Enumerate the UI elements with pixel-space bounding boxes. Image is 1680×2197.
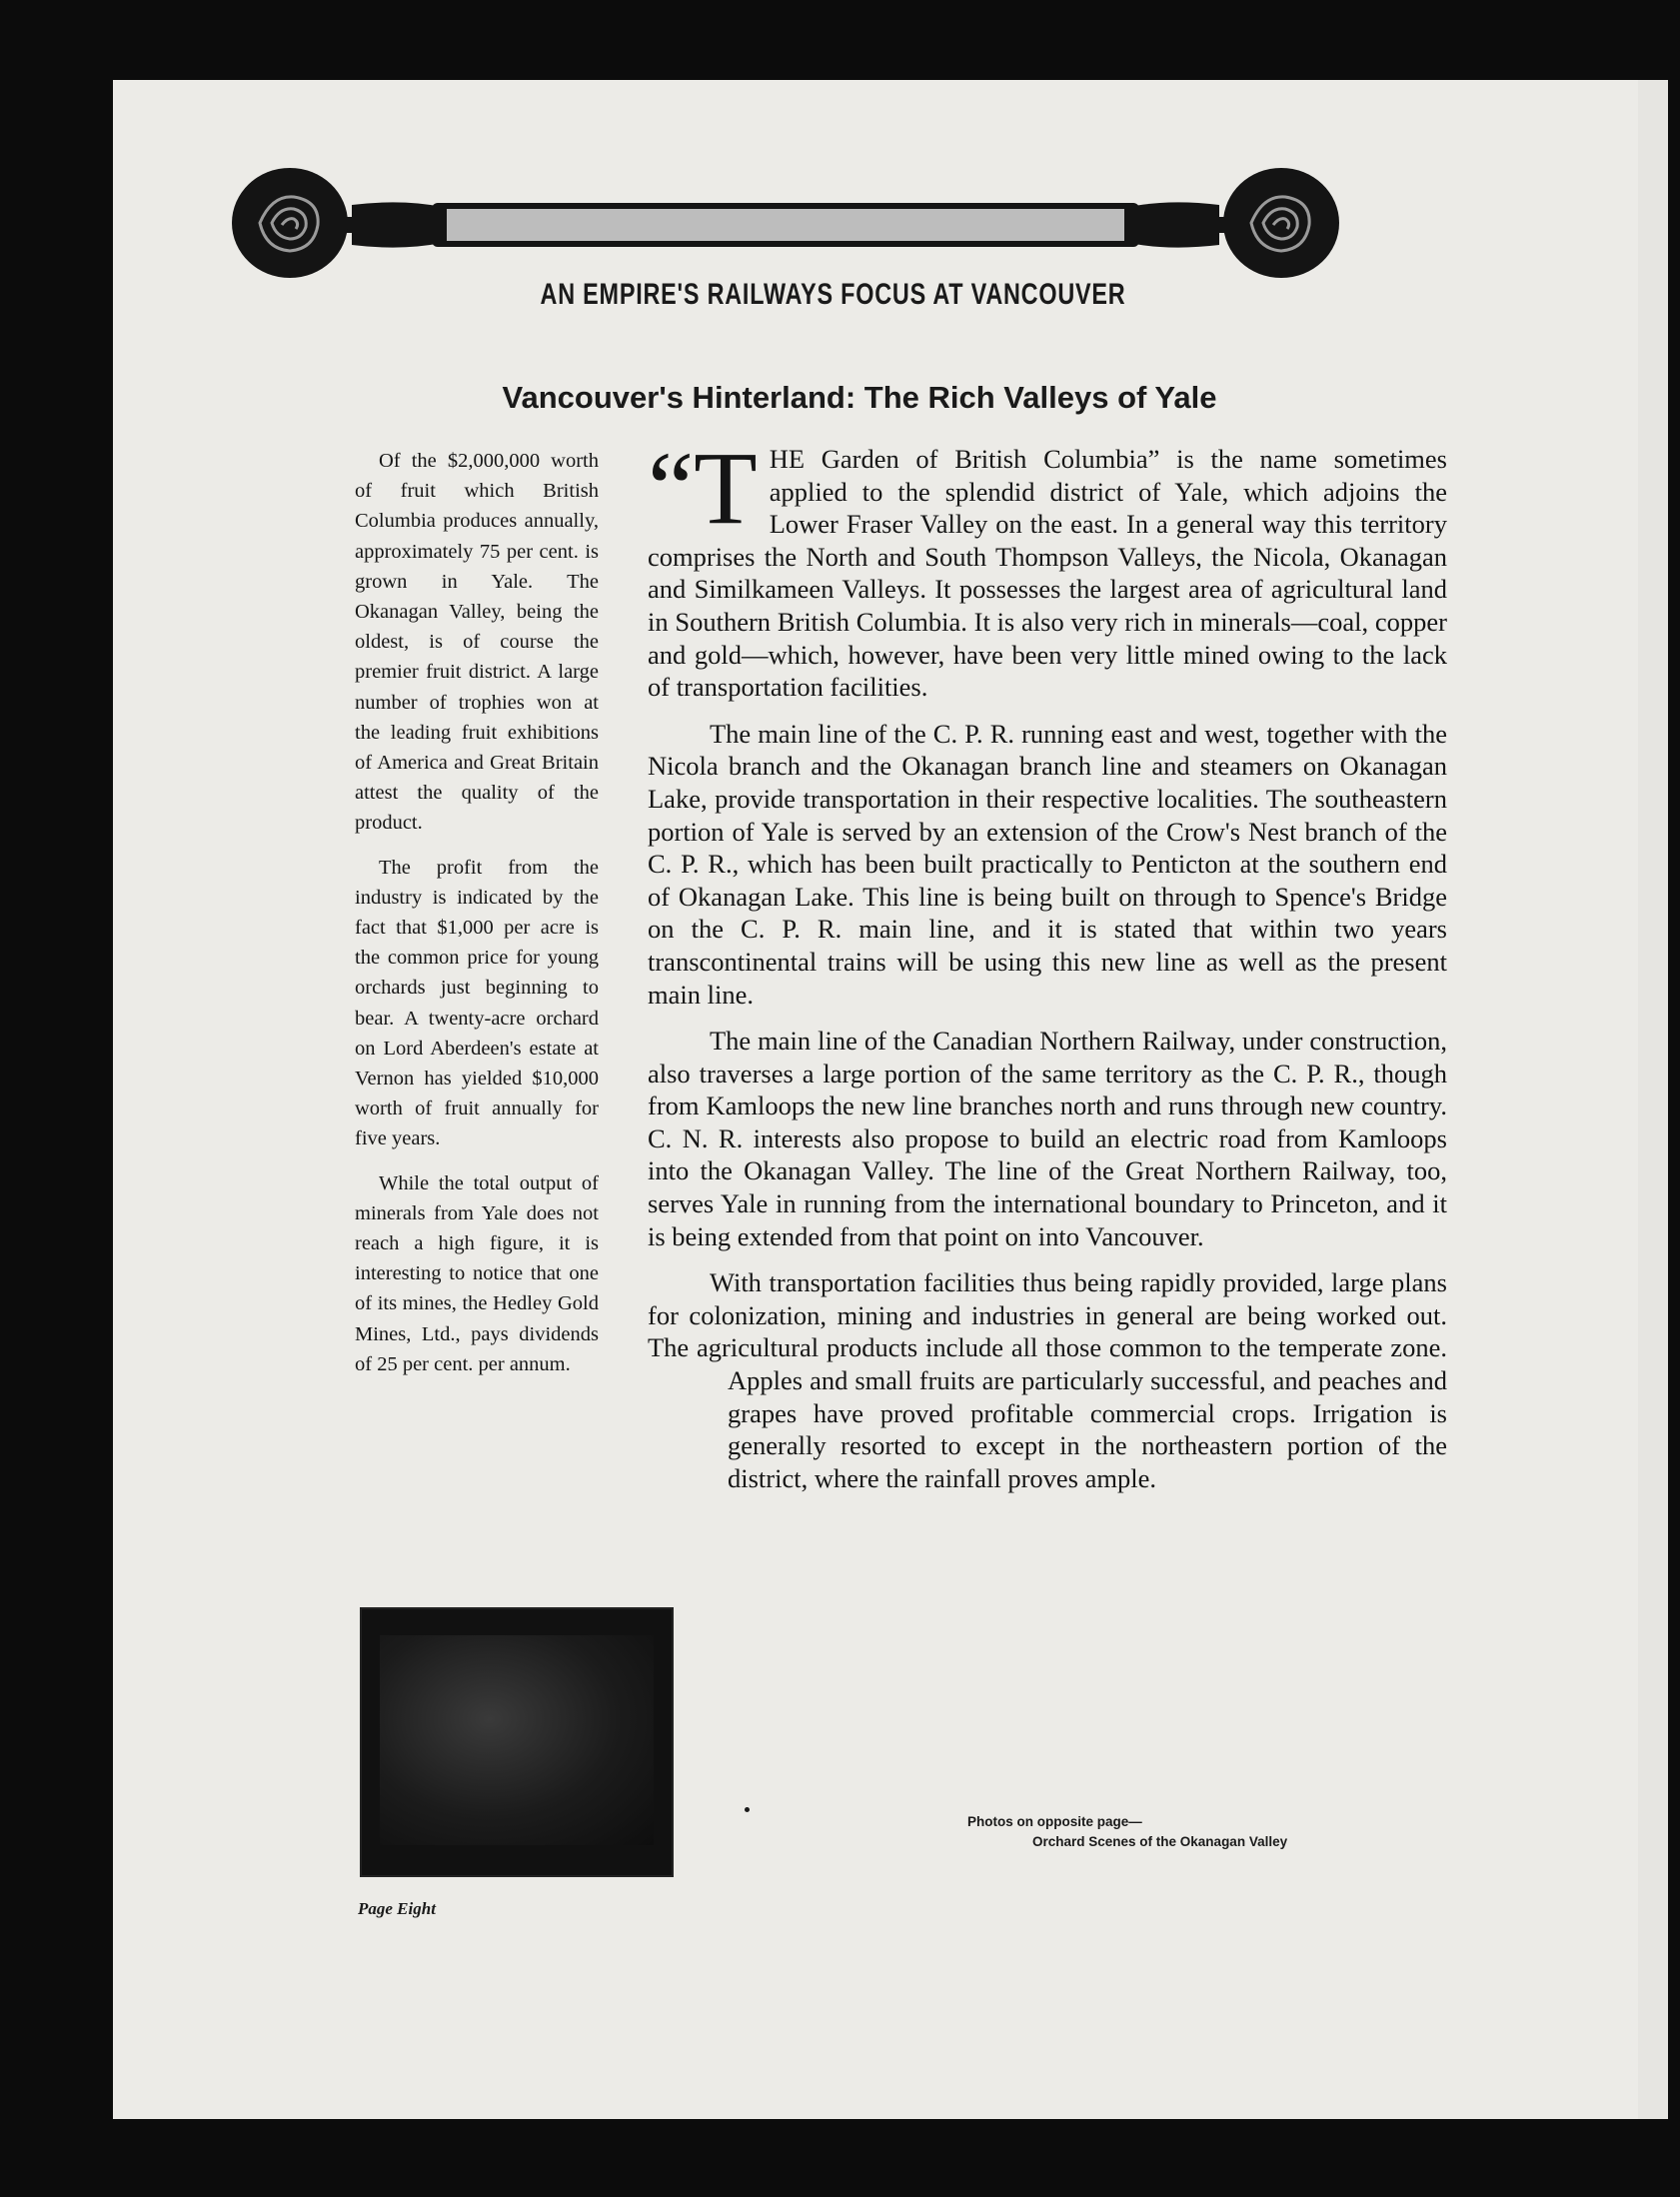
sidebar-paragraph: The profit from the industry is indicated by the fact that $1,000 per acre is the common price for young orchards just beginning to bear. A twenty-acre orchard on Lord Aberdeen's estate at Vernon has yielded $10,000 worth of fruit annually for five years. bbox=[355, 856, 599, 1150]
main-paragraph bbox=[648, 1266, 1447, 1494]
main-paragraph-text: HE Garden of British Columbia” is the name sometimes applied to the splendid district of Yale, which adjoins the Lower Fraser Valley on the east. In a general way this territory comprises the North and South Thompson Valleys, the Nicola, Okanagan and Similkameen Valleys. It possesses the largest area of agricultural land in Southern British Columbia. It is also very rich in minerals—coal, copper and gold—which, however, have been very little mined owing to the lack of transportation facilities. bbox=[648, 444, 1447, 703]
rose-right-icon bbox=[1223, 168, 1339, 278]
sidebar-paragraph: Of the $2,000,000 worth of fruit which British Columbia produces annually, approximately 75 per cent. is grown in Yale. The Okanagan Valley, being the oldest, is of course the premier fruit district. A large number of trophies won at the leading fruit exhibitions of America and Great Britain attest the quality of the product. bbox=[355, 450, 599, 835]
opposite-page-edge bbox=[1638, 80, 1668, 2119]
sidebar-column bbox=[355, 446, 599, 1393]
main-column bbox=[648, 431, 1447, 1544]
ink-speck bbox=[745, 1807, 750, 1812]
caption-line: Orchard Scenes of the Okanagan Valley bbox=[1032, 1834, 1288, 1849]
main-paragraph bbox=[648, 431, 1447, 704]
caption-line: Photos on opposite page— bbox=[967, 1814, 1142, 1829]
rose-left-icon bbox=[232, 168, 348, 278]
headline: Vancouver's Hinterland: The Rich Valleys of Yale bbox=[502, 380, 1217, 415]
main-paragraph: The main line of the Canadian Northern Railway, under construction, also traverses a large portion of the same territory as the C. P. R., though from Kamloops the new line branches north and runs through new country. C. N. R. interests also propose to build an electric road from Kamloops into the Okanagan Valley. The line of the Great Northern Railway, too, serves Yale in running from the international boundary to Princeton, and it is being extended from that point on into Vancouver. bbox=[648, 1026, 1447, 1251]
orchard-photo bbox=[360, 1607, 674, 1877]
photo-image bbox=[380, 1635, 654, 1845]
banner-ornament bbox=[232, 165, 1339, 285]
page-number: Page Eight bbox=[358, 1899, 436, 1918]
main-paragraph-text: With transportation facilities thus being rapidly provided, large plans for colonization, mining and industries in general are being worked out. The agricultural products include all those common to the temperate zone. bbox=[648, 1267, 1447, 1363]
photo-caption bbox=[967, 1812, 1387, 1852]
main-paragraph-text: Apples and small fruits are particularly successful, and peaches and grapes have proved profitable commercial crops. Irrigation is generally resorted to except in the northeastern portion of the district, where the rainfall proves ample. bbox=[728, 1365, 1447, 1493]
drop-cap: “T bbox=[648, 431, 758, 546]
sidebar-paragraph: While the total output of minerals from Yale does not reach a high figure, it is interesting to notice that one of its mines, the Hedley Gold Mines, Ltd., pays dividends of 25 per cent. per annum. bbox=[355, 1171, 599, 1375]
banner-title: AN EMPIRE'S RAILWAYS FOCUS AT VANCOUVER bbox=[540, 278, 1126, 311]
main-paragraph: The main line of the C. P. R. running east and west, together with the Nicola branch and the Okanagan branch line and steamers on Okanagan Lake, provide transportation in their respective localities. The southeastern portion of Yale is served by an extension of the Crow's Nest branch of the C. P. R., which has been built practically to Penticton at the southern end of Okanagan Lake. This line is being built on through to Spence's Bridge on the C. P. R. main line, and it is stated that within two years transcontinental trains will be using this new line as well as the present main line. bbox=[648, 718, 1447, 1010]
